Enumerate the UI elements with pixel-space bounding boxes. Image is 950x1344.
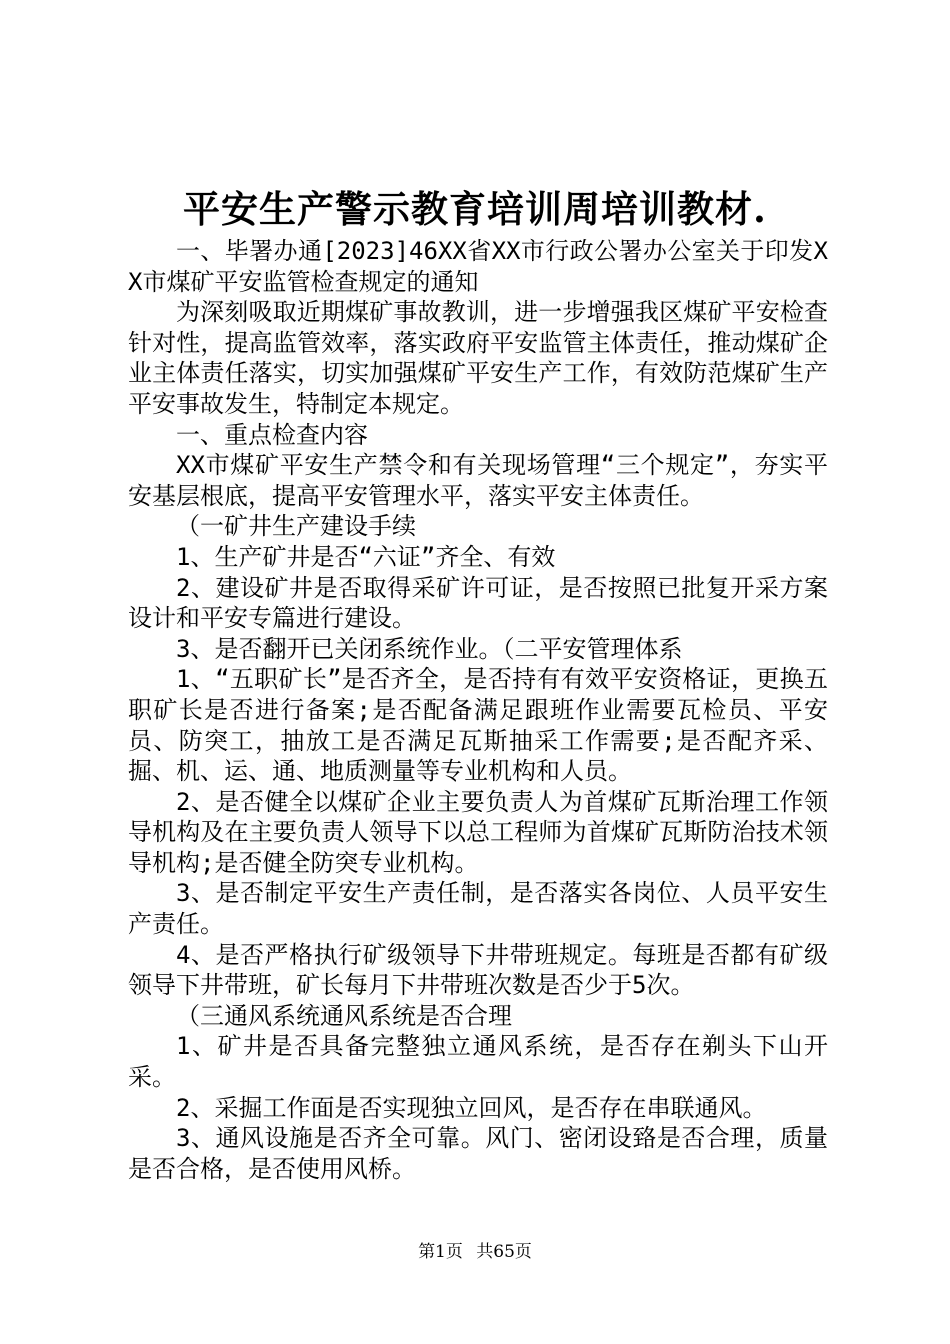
- page-footer: [0, 1240, 950, 1264]
- paragraph-prohibitions: XX市煤矿平安生产禁令和有关现场管理“三个规定”，夯实平安基层根底，提高平安管理水平，落实平安主体责任。: [128, 451, 828, 510]
- page-number: 第1页: [418, 1242, 463, 1262]
- list-item: 3、通风设施是否齐全可靠。风门、密闭设臵是否合理，质量是否合格，是否使用风桥。: [128, 1124, 828, 1183]
- list-item: 2、采掘工作面是否实现独立回风，是否存在串联通风。: [176, 1093, 767, 1122]
- list-item: 3、是否翻开已关闭系统作业。（二平安管理体系: [176, 634, 683, 663]
- list-item: 1、“五职矿长”是否齐全，是否持有有效平安资格证，更换五职矿长是否进行备案;是否配备满足跟班作业需要瓦检员、平安员、防突工，抽放工是否满足瓦斯抽采工作需要;是否配齐采、掘、机、运、通、地质测量等专业机构和人员。: [128, 665, 828, 786]
- list-item: 3、是否制定平安生产责任制，是否落实各岗位、人员平安生产责任。: [128, 879, 828, 939]
- list-item: 1、生产矿井是否“六证”齐全、有效: [176, 542, 556, 571]
- page-total: 共65页: [476, 1242, 532, 1262]
- list-item: 2、是否健全以煤矿企业主要负责人为首煤矿瓦斯治理工作领导机构及在主要负责人领导下以总工程师为首煤矿瓦斯防治技术领导机构;是否健全防突专业机构。: [128, 787, 828, 877]
- subsection-heading-ventilation: （三通风系统通风系统是否合理: [176, 1001, 512, 1030]
- document-title: 平安生产警示教育培训周培训教材.: [183, 187, 767, 231]
- subsection-heading-procedures: （一矿井生产建设手续: [176, 512, 416, 541]
- list-item: 4、是否严格执行矿级领导下井带班规定。每班是否都有矿级领导下井带班，矿长每月下井带班次数是否少于5次。: [128, 940, 828, 1000]
- section-heading-key-content: 一、重点检查内容: [176, 420, 368, 449]
- paragraph-purpose: 为深刻吸取近期煤矿事故教训，进一步增强我区煤矿平安检查针对性，提高监管效率，落实政府平安监管主体责任，推动煤矿企业主体责任落实，切实加强煤矿平安生产工作，有效防范煤矿生产平安事故发生，特制定本规定。: [128, 298, 828, 418]
- paragraph-notice-heading: 一、毕署办通[2023]46XX省XX市行政公署办公室关于印发XX市煤矿平安监管检查规定的通知: [128, 237, 828, 296]
- document-body: [128, 236, 828, 1184]
- list-item: 2、建设矿井是否取得采矿许可证，是否按照已批复开采方案设计和平安专篇进行建设。: [128, 573, 828, 633]
- list-item: 1、矿井是否具备完整独立通风系统，是否存在剃头下山开采。: [128, 1032, 828, 1092]
